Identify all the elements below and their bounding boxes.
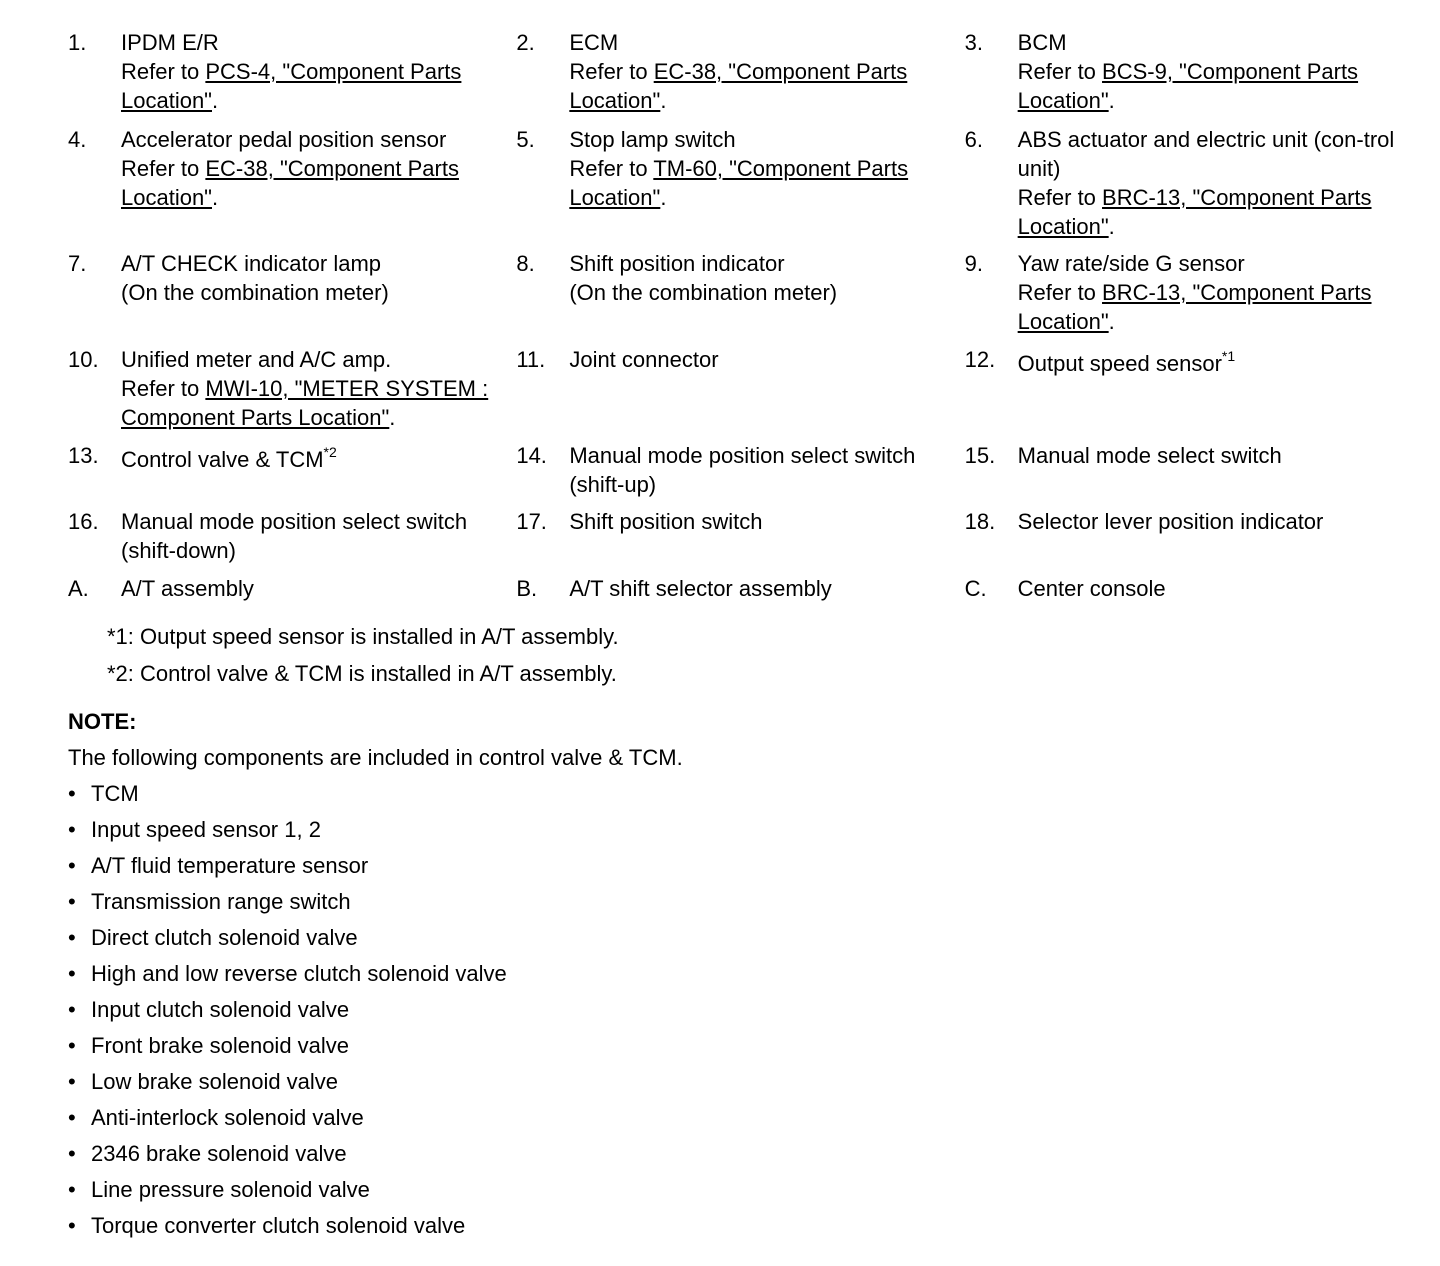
legend-item bbox=[68, 507, 516, 574]
item-number: B. bbox=[516, 576, 538, 601]
list-item: • Transmission range switch bbox=[68, 887, 683, 923]
bullet-icon: • bbox=[68, 925, 76, 950]
legend-row bbox=[68, 574, 1413, 614]
legend-item: 4. Accelerator pedal position sensor Refer to EC-38, "Component Parts Location". bbox=[68, 125, 516, 249]
legend-row bbox=[68, 249, 1413, 345]
item-name: Unified meter and A/C amp. bbox=[121, 347, 392, 372]
legend-item: 9. Yaw rate/side G sensor Refer to BRC-13, "Component Parts Location". bbox=[965, 249, 1413, 345]
item-name: Accelerator pedal position sensor bbox=[121, 127, 447, 152]
bullet-icon: • bbox=[68, 1033, 76, 1058]
list-item: • Line pressure solenoid valve bbox=[68, 1175, 683, 1211]
item-name: BCM bbox=[1017, 30, 1067, 55]
note-text: The following components are included in control valve & TCM. bbox=[68, 745, 683, 770]
item-number: 4. bbox=[68, 127, 87, 152]
bullet-icon: • bbox=[68, 1177, 76, 1202]
item-number: 6. bbox=[964, 127, 984, 152]
legend-item bbox=[965, 574, 1413, 614]
footnote-marker: *1 bbox=[1221, 347, 1236, 364]
item-number: C. bbox=[964, 576, 987, 601]
item-name: IPDM E/R bbox=[121, 30, 219, 55]
legend-item: 10. Unified meter and A/C amp. Refer to MWI-10, "METER SYSTEM : Component Parts Location". bbox=[68, 345, 516, 441]
list-item: • A/T fluid temperature sensor bbox=[68, 851, 683, 887]
legend-row bbox=[68, 345, 1413, 441]
legend-row bbox=[68, 125, 1413, 249]
item-name: Control valve & TCM bbox=[121, 447, 324, 472]
list-item: • Direct clutch solenoid valve bbox=[68, 923, 683, 959]
item-number: 3. bbox=[964, 30, 984, 55]
legend-item bbox=[516, 507, 964, 574]
list-item: • TCM bbox=[68, 779, 683, 815]
list-item: • 2346 brake solenoid valve bbox=[68, 1139, 683, 1175]
legend-item: 6. ABS actuator and electric unit (con-trol unit) Refer to BRC-13, "Component Parts Location". bbox=[965, 125, 1413, 249]
bullet-icon: • bbox=[68, 1069, 76, 1094]
item-name: Manual mode select switch bbox=[1017, 443, 1282, 468]
reference-link[interactable]: BRC-13, "Component Parts Location" bbox=[1017, 280, 1372, 334]
list-item: • High and low reverse clutch solenoid valve bbox=[68, 959, 683, 995]
refer-prefix: Refer to bbox=[569, 59, 654, 84]
item-name: Manual mode position select switch bbox=[569, 443, 916, 468]
item-number: 11. bbox=[516, 347, 546, 372]
legend-item bbox=[68, 249, 516, 345]
item-name: Joint connector bbox=[569, 347, 719, 372]
list-item: • Front brake solenoid valve bbox=[68, 1031, 683, 1067]
refer-prefix: Refer to bbox=[1017, 185, 1103, 210]
item-name: Selector lever position indicator bbox=[1017, 509, 1324, 534]
item-number: 10. bbox=[68, 347, 99, 372]
component-bullet-list bbox=[68, 779, 683, 1247]
item-number: 12. bbox=[964, 347, 996, 372]
legend-item: 1. IPDM E/R Refer to PCS-4, "Component Parts Location". bbox=[68, 28, 516, 125]
item-name: ECM bbox=[569, 30, 619, 55]
reference-link[interactable]: TM-60, "Component Parts Location" bbox=[569, 156, 909, 210]
item-name: A/T CHECK indicator lamp bbox=[121, 251, 382, 276]
refer-prefix: Refer to bbox=[569, 156, 654, 181]
item-note: (shift-down) bbox=[121, 538, 236, 563]
legend-item bbox=[516, 574, 964, 614]
bullet-icon: • bbox=[68, 817, 76, 842]
item-number: A. bbox=[68, 576, 89, 601]
legend-item bbox=[965, 507, 1413, 574]
legend-item bbox=[68, 574, 516, 614]
bullet-icon: • bbox=[68, 1213, 76, 1238]
item-note: (shift-up) bbox=[569, 472, 657, 497]
legend-item: 3. BCM Refer to BCS-9, "Component Parts Location". bbox=[965, 28, 1413, 125]
component-legend-table bbox=[68, 28, 1413, 614]
refer-prefix: Refer to bbox=[121, 156, 206, 181]
item-number: 15. bbox=[964, 443, 996, 468]
note-section bbox=[68, 707, 683, 1247]
footnotes bbox=[107, 622, 619, 696]
item-name: Shift position switch bbox=[569, 509, 763, 534]
refer-prefix: Refer to bbox=[1017, 280, 1103, 305]
item-number: 9. bbox=[964, 251, 984, 276]
item-number: 13. bbox=[68, 443, 99, 468]
item-name: A/T assembly bbox=[121, 576, 254, 601]
reference-link[interactable]: EC-38, "Component Parts Location" bbox=[569, 59, 908, 113]
reference-link[interactable]: BRC-13, "Component Parts Location" bbox=[1017, 185, 1372, 239]
item-note: (On the combination meter) bbox=[121, 280, 389, 305]
item-number: 8. bbox=[516, 251, 535, 276]
reference-link[interactable]: EC-38, "Component Parts Location" bbox=[121, 156, 459, 210]
legend-item bbox=[516, 345, 964, 441]
legend-row bbox=[68, 28, 1413, 125]
legend-item bbox=[516, 441, 964, 507]
list-item: • Low brake solenoid valve bbox=[68, 1067, 683, 1103]
legend-item bbox=[516, 249, 964, 345]
item-name: Output speed sensor bbox=[1017, 351, 1222, 376]
bullet-icon: • bbox=[68, 1105, 76, 1130]
footnote-marker: *2 bbox=[323, 443, 337, 460]
bullet-icon: • bbox=[68, 853, 76, 878]
reference-link[interactable]: PCS-4, "Component Parts Location" bbox=[121, 59, 462, 113]
note-title: NOTE: bbox=[68, 709, 137, 734]
footnote: *2: Control valve & TCM is installed in A/T assembly. bbox=[107, 661, 617, 686]
list-item: • Torque converter clutch solenoid valve bbox=[68, 1211, 683, 1247]
list-item: • Anti-interlock solenoid valve bbox=[68, 1103, 683, 1139]
refer-prefix: Refer to bbox=[121, 59, 206, 84]
item-name: Manual mode position select switch bbox=[121, 509, 468, 534]
item-name: A/T shift selector assembly bbox=[569, 576, 832, 601]
legend-item: 2. ECM Refer to EC-38, "Component Parts Location". bbox=[516, 28, 964, 125]
legend-item bbox=[68, 441, 516, 507]
list-item: • Input speed sensor 1, 2 bbox=[68, 815, 683, 851]
item-number: 2. bbox=[516, 30, 535, 55]
legend-row bbox=[68, 507, 1413, 574]
item-name: Yaw rate/side G sensor bbox=[1017, 251, 1245, 276]
item-number: 16. bbox=[68, 509, 99, 534]
item-note: (On the combination meter) bbox=[569, 280, 838, 305]
item-name: Center console bbox=[1017, 576, 1166, 601]
bullet-icon: • bbox=[68, 889, 76, 914]
bullet-icon: • bbox=[68, 1141, 76, 1166]
list-item: • Input clutch solenoid valve bbox=[68, 995, 683, 1031]
item-number: 5. bbox=[516, 127, 535, 152]
item-number: 7. bbox=[68, 251, 87, 276]
item-number: 14. bbox=[516, 443, 547, 468]
item-number: 17. bbox=[516, 509, 547, 534]
bullet-icon: • bbox=[68, 781, 76, 806]
legend-item: 5. Stop lamp switch Refer to TM-60, "Component Parts Location". bbox=[516, 125, 964, 249]
bullet-icon: • bbox=[68, 997, 76, 1022]
item-name: Shift position indicator bbox=[569, 251, 785, 276]
refer-prefix: Refer to bbox=[121, 376, 206, 401]
item-name: Stop lamp switch bbox=[569, 127, 736, 152]
legend-item bbox=[965, 441, 1413, 507]
footnote: *1: Output speed sensor is installed in A/T assembly. bbox=[107, 624, 619, 649]
item-number: 18. bbox=[964, 509, 996, 534]
bullet-icon: • bbox=[68, 961, 76, 986]
item-name: ABS actuator and electric unit (con-trol unit) bbox=[1017, 127, 1395, 181]
reference-link[interactable]: MWI-10, "METER SYSTEM : Component Parts Location" bbox=[121, 376, 489, 430]
legend-row bbox=[68, 441, 1413, 507]
item-number: 1. bbox=[68, 30, 87, 55]
refer-prefix: Refer to bbox=[1017, 59, 1103, 84]
legend-item bbox=[965, 345, 1413, 441]
reference-link[interactable]: BCS-9, "Component Parts Location" bbox=[1017, 59, 1359, 113]
